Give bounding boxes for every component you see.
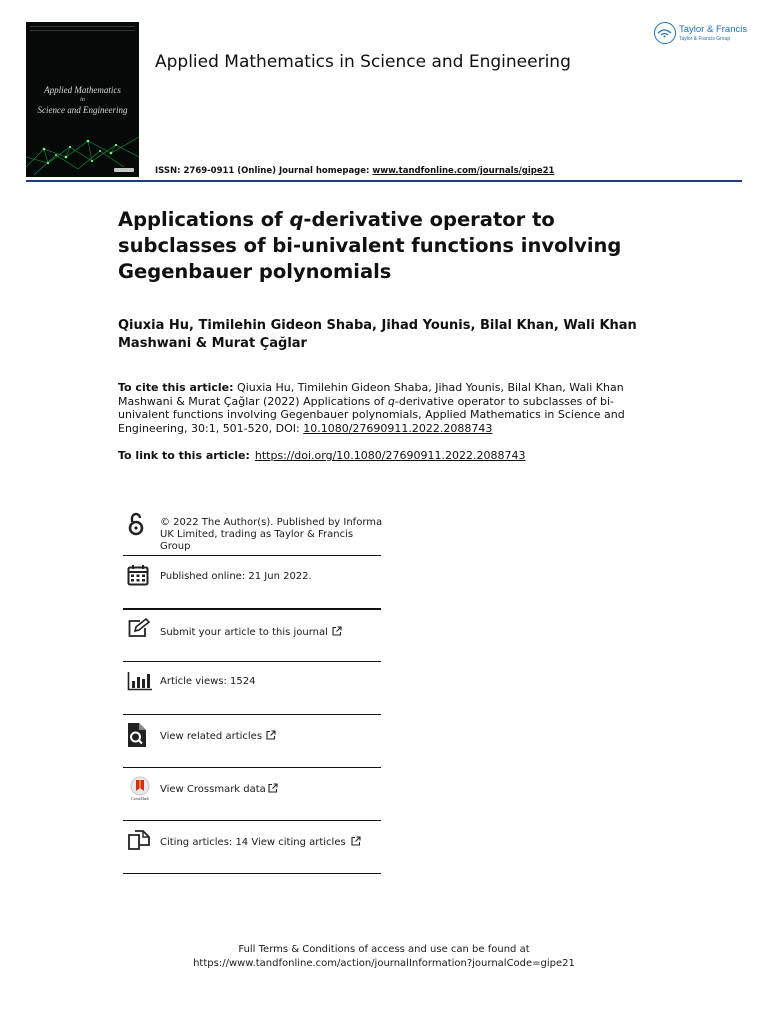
publisher-logo-mark xyxy=(654,22,676,44)
info-divider xyxy=(123,608,381,610)
info-divider xyxy=(123,661,381,662)
journal-title[interactable]: Applied Mathematics in Science and Engineering xyxy=(155,52,571,72)
article-info-list xyxy=(123,508,381,878)
info-divider xyxy=(123,873,381,874)
published-date: Published online: 21 Jun 2022. xyxy=(160,571,312,582)
info-divider xyxy=(123,820,381,821)
article-doi-url[interactable]: https://doi.org/10.1080/27690911.2022.2088743 xyxy=(254,449,526,462)
crossmark-link[interactable]: View Crossmark data xyxy=(160,783,385,797)
related-articles-link[interactable]: View related articles xyxy=(160,730,385,744)
edit-icon xyxy=(127,618,151,642)
open-access-icon xyxy=(127,512,145,540)
article-views: Article views: 1524 xyxy=(160,676,256,687)
terms-url[interactable]: https://www.tandfonline.com/action/journalInformation?journalCode=gipe21 xyxy=(193,958,575,969)
citing-articles-link[interactable]: Citing articles: 14 View citing articles xyxy=(160,836,385,850)
article-title: Applications of q-derivative operator to subclasses of bi-univalent functions involving Gegenbauer polynomials xyxy=(118,208,622,283)
external-link-icon xyxy=(268,783,278,797)
copyright-text: © 2022 The Author(s). Published by Informa UK Limited, trading as Taylor & Francis Group xyxy=(160,517,383,552)
calendar-icon xyxy=(127,564,149,590)
journal-homepage-link[interactable]: www.tandfonline.com/journals/gipe21 xyxy=(372,166,555,176)
article-authors: Qiuxia Hu, Timilehin Gideon Shaba, Jihad Younis, Bilal Khan, Wali Khan Mashwani & Murat Çağlar xyxy=(118,318,637,351)
crossmark-icon: CrossMark xyxy=(128,776,152,806)
issn-line: ISSN: 2769-0911 (Online) Journal homepage: www.tandfonline.com/journals/gipe21 xyxy=(155,166,555,176)
info-divider xyxy=(123,555,381,556)
citation-block: To cite this article: Qiuxia Hu, Timilehin Gideon Shaba, Jihad Younis, Bilal Khan, Wali Khan Mashwani & Murat Çağlar (2022) Applications of q-derivative operator to subclasses of bi-univalent functions involving Gegenbauer polynomials, Applied Mathematics in Science and Engineering, 30:1, 501-520, DOI: 10.1080/27690911.2022.2088743 xyxy=(118,381,625,435)
publisher-name: Taylor & Francis xyxy=(679,24,748,35)
submit-article-link[interactable]: Submit your article to this journal xyxy=(160,626,385,640)
bar-chart-icon xyxy=(127,671,153,695)
cover-header-line xyxy=(30,26,135,31)
cover-publisher-mark xyxy=(114,168,134,172)
article-link-line: To link to this article: https://doi.org/10.1080/27690911.2022.2088743 xyxy=(118,449,526,462)
header-divider xyxy=(26,180,742,182)
terms-footer: Full Terms & Conditions of access and use can be found at https://www.tandfonline.com/action/journalInformation?journalCode=gipe21 xyxy=(0,943,768,971)
doi-link[interactable]: 10.1080/27690911.2022.2088743 xyxy=(303,421,493,435)
cover-title: Applied Mathematics in Science and Engineering xyxy=(37,85,128,115)
external-link-icon xyxy=(332,626,342,640)
publisher-group: Taylor & Francis Group xyxy=(679,36,731,42)
citing-articles-icon xyxy=(127,829,151,855)
external-link-icon xyxy=(266,730,276,744)
external-link-icon xyxy=(351,836,361,850)
info-divider xyxy=(123,767,381,768)
journal-cover xyxy=(26,22,139,177)
info-divider xyxy=(123,714,381,715)
related-articles-icon xyxy=(127,722,147,752)
